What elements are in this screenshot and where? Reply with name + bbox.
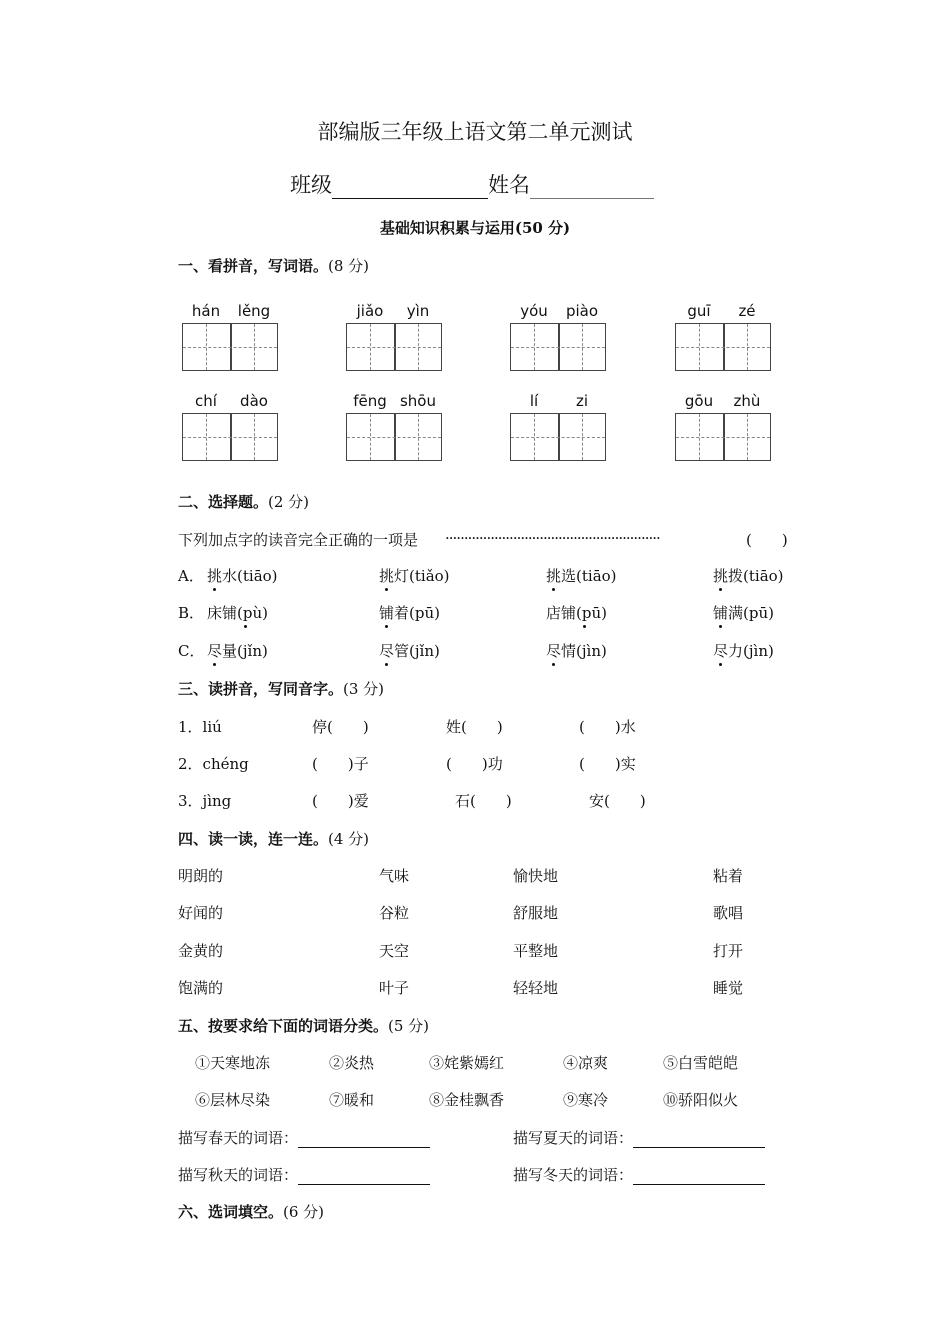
winter-line: 描写冬天的词语：: [513, 1164, 765, 1185]
option-item: 铺满(pū): [713, 604, 774, 622]
writing-grid[interactable]: [346, 323, 442, 371]
match-word[interactable]: 金黄的: [178, 942, 224, 960]
q3-blank[interactable]: ( )子: [312, 755, 369, 773]
match-word[interactable]: 饱满的: [178, 979, 224, 997]
match-word[interactable]: 舒服地: [513, 904, 559, 922]
match-word[interactable]: 谷粒: [379, 904, 410, 922]
q3-number: 3．jìng: [178, 792, 232, 810]
q3-blank[interactable]: 停( ): [312, 718, 369, 736]
option-item: 店铺(pū): [546, 604, 607, 622]
match-word[interactable]: 打开: [713, 942, 744, 960]
autumn-line: 描写秋天的词语：: [178, 1164, 430, 1185]
q3-blank[interactable]: ( )实: [579, 755, 636, 773]
q3-number: 1．liú: [178, 718, 222, 736]
name-label: 姓名: [488, 173, 530, 197]
match-word[interactable]: 愉快地: [513, 867, 559, 885]
match-word[interactable]: 叶子: [379, 979, 410, 997]
match-word[interactable]: 平整地: [513, 942, 559, 960]
match-word[interactable]: 歌唱: [713, 904, 744, 922]
class-blank[interactable]: [332, 176, 488, 199]
match-word[interactable]: 好闻的: [178, 904, 224, 922]
pinyin: piào: [565, 302, 599, 320]
option-item: 尽量(jǐn): [207, 642, 268, 660]
pinyin: zhù: [733, 392, 761, 410]
word-option: ⑨寒冷: [563, 1091, 609, 1109]
spring-line: 描写春天的词语：: [178, 1127, 430, 1148]
pinyin: zi: [575, 392, 589, 410]
q2-stem: 下列加点字的读音完全正确的一项是: [178, 531, 419, 549]
word-option: ⑧金桂飘香: [429, 1091, 505, 1109]
word-option: ①天寒地冻: [195, 1054, 271, 1072]
option-item: 挑选(tiāo): [546, 567, 617, 585]
word-option: ④凉爽: [563, 1054, 609, 1072]
option-item: 尽力(jìn): [713, 642, 774, 660]
option-item: 尽情(jìn): [546, 642, 607, 660]
student-info-line: [290, 169, 654, 199]
option-item: 挑灯(tiǎo): [379, 567, 450, 585]
q3-heading: 三、读拼音，写同音字。(3 分): [178, 680, 385, 698]
option-item: 尽管(jǐn): [379, 642, 440, 660]
q3-blank[interactable]: ( )功: [446, 755, 503, 773]
q3-blank[interactable]: 安( ): [589, 792, 646, 810]
q4-heading: 四、读一读，连一连。(4 分): [178, 830, 370, 848]
match-word[interactable]: 天空: [379, 942, 410, 960]
name-blank[interactable]: [530, 176, 654, 199]
page-title: 部编版三年级上语文第二单元测试: [317, 120, 633, 144]
writing-grid[interactable]: [182, 323, 278, 371]
pinyin: lí: [529, 392, 539, 410]
writing-grid[interactable]: [675, 413, 771, 461]
winter-blank[interactable]: [633, 1168, 765, 1185]
word-option: ⑦暖和: [329, 1091, 375, 1109]
dot-leader: ·························································: [445, 529, 660, 547]
q5-heading: 五、按要求给下面的词语分类。(5 分): [178, 1017, 430, 1035]
word-option: ⑥层林尽染: [195, 1091, 271, 1109]
word-option: ⑤白雪皑皑: [663, 1054, 739, 1072]
writing-grid[interactable]: [510, 413, 606, 461]
q1-heading: 一、看拼音，写词语。(8 分): [178, 257, 370, 275]
match-word[interactable]: 睡觉: [713, 979, 744, 997]
q2-heading: 二、选择题。(2 分): [178, 493, 310, 511]
pinyin: zé: [738, 302, 756, 320]
pinyin: dào: [240, 392, 268, 410]
option-item: 床铺(pù): [207, 604, 268, 622]
writing-grid[interactable]: [346, 413, 442, 461]
option-item: 挑水(tiāo): [207, 567, 278, 585]
autumn-blank[interactable]: [298, 1168, 430, 1185]
q3-blank[interactable]: ( )水: [579, 718, 636, 736]
writing-grid[interactable]: [182, 413, 278, 461]
q3-blank[interactable]: 石( ): [455, 792, 512, 810]
writing-grid[interactable]: [510, 323, 606, 371]
pinyin: lěng: [237, 302, 271, 320]
q3-number: 2．chéng: [178, 755, 249, 773]
match-word[interactable]: 轻轻地: [513, 979, 559, 997]
option-a-label: A．: [178, 567, 204, 585]
pinyin: gōu: [684, 392, 714, 410]
match-word[interactable]: 气味: [379, 867, 410, 885]
pinyin: chí: [195, 392, 217, 410]
writing-grid[interactable]: [675, 323, 771, 371]
pinyin: shōu: [399, 392, 436, 410]
word-option: ⑩骄阳似火: [663, 1091, 739, 1109]
pinyin: guī: [687, 302, 711, 320]
match-word[interactable]: 明朗的: [178, 867, 224, 885]
q6-heading: 六、选词填空。(6 分): [178, 1203, 325, 1221]
q3-blank[interactable]: 姓( ): [446, 718, 503, 736]
summer-line: 描写夏天的词语：: [513, 1127, 765, 1148]
class-label: 班级: [290, 173, 332, 197]
summer-blank[interactable]: [633, 1131, 765, 1148]
section-subtitle: 基础知识积累与运用(50 分): [379, 219, 571, 237]
option-item: 挑拨(tiāo): [713, 567, 784, 585]
option-b-label: B．: [178, 604, 205, 622]
pinyin: yóu: [520, 302, 548, 320]
pinyin: hán: [191, 302, 221, 320]
spring-blank[interactable]: [298, 1131, 430, 1148]
q3-blank[interactable]: ( )爱: [312, 792, 369, 810]
pinyin: fēng: [353, 392, 387, 410]
option-item: 铺着(pū): [379, 604, 440, 622]
answer-bracket[interactable]: ( ): [746, 531, 788, 549]
pinyin: yìn: [406, 302, 430, 320]
word-option: ③姹紫嫣红: [429, 1054, 505, 1072]
match-word[interactable]: 粘着: [713, 867, 744, 885]
option-c-label: C．: [178, 642, 205, 660]
word-option: ②炎热: [329, 1054, 375, 1072]
pinyin: jiǎo: [356, 302, 384, 320]
